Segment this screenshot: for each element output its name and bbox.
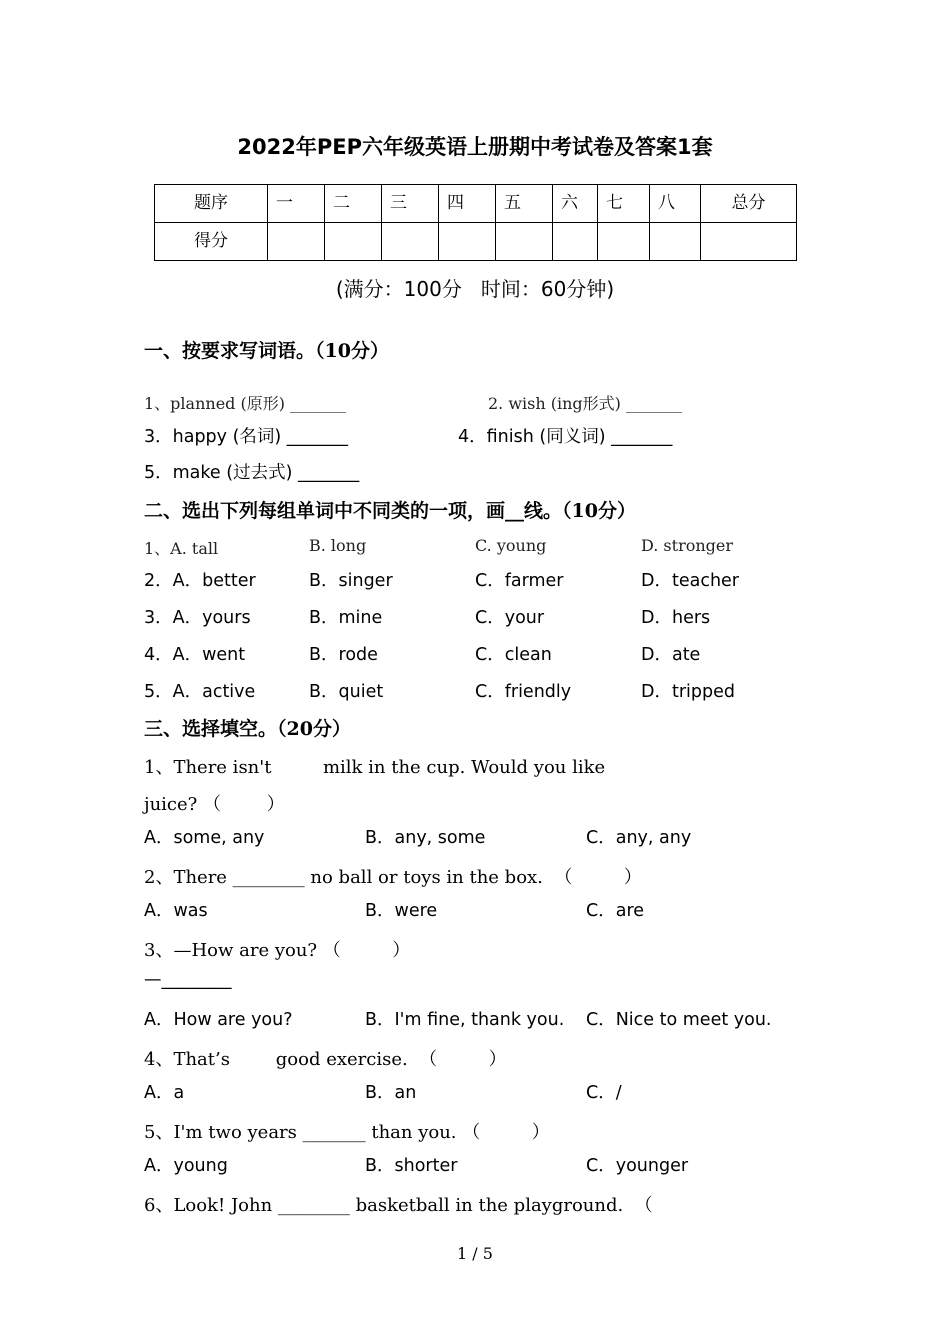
question-2-text: 2、There ________ no ball or toys in the box. （ ）	[144, 867, 642, 888]
section2-option: B．rode	[309, 645, 378, 665]
question-option: B．shorter	[365, 1156, 458, 1176]
score-header-cell: 七	[606, 193, 623, 213]
section2-option: B．mine	[309, 608, 383, 628]
section2-option: B．quiet	[309, 682, 384, 702]
section1-item-5: 5．make (过去式) _______	[144, 463, 360, 483]
question-option: C．are	[586, 901, 645, 921]
section2-option: 5．A．active	[144, 682, 256, 702]
question-option: C．/	[586, 1083, 622, 1103]
question-6-text: 6、Look! John ________ basketball in the playground. （	[144, 1195, 653, 1216]
exam-title: 2022年PEP六年级英语上册期中考试卷及答案1套	[237, 135, 713, 159]
section2-option: B．singer	[309, 571, 393, 591]
question-option: B．an	[365, 1083, 417, 1103]
section2-heading: 二、选出下列每组单词中不同类的一项，画__线。（10分）	[144, 500, 636, 522]
score-header-cell: 四	[447, 193, 464, 213]
question-option: A．young	[144, 1156, 228, 1176]
question-option: B．were	[365, 901, 438, 921]
section2-option: B. long	[309, 536, 367, 555]
section2-option: C．farmer	[475, 571, 564, 591]
score-header-cell: 题序	[194, 193, 228, 213]
question-option: A．a	[144, 1083, 185, 1103]
section1-item-1: 1、planned (原形) _______	[144, 394, 347, 413]
section1-item-2: 2. wish (ing形式) _______	[488, 394, 683, 413]
section2-option: 2．A．better	[144, 571, 256, 591]
section1-heading: 一、按要求写词语。（10分）	[144, 340, 389, 362]
question-option: C．younger	[586, 1156, 689, 1176]
question-option: B．I'm fine, thank you.	[365, 1010, 565, 1030]
section2-option: 3．A．yours	[144, 608, 251, 628]
question-option: A．some, any	[144, 828, 265, 848]
question-3-text: 3、—How are you? （ ）	[144, 940, 411, 961]
section2-option: C. young	[475, 536, 547, 555]
score-table-score-row	[155, 223, 797, 261]
question-4-text: 4、That’s good exercise. （ ）	[144, 1049, 507, 1070]
score-header-cell: 一	[276, 193, 293, 213]
question-3-answer-line: —________	[144, 970, 232, 990]
score-header-cell: 总分	[731, 193, 766, 213]
section2-option: 4．A．went	[144, 645, 246, 665]
score-cell[interactable]	[553, 223, 598, 261]
question-option: A．How are you?	[144, 1010, 293, 1030]
section3-heading: 三、选择填空。（20分）	[144, 718, 351, 740]
score-header-cell: 三	[390, 193, 407, 213]
score-table-header-row	[155, 185, 797, 223]
question-option: C．any, any	[586, 828, 692, 848]
section2-option: C．friendly	[475, 682, 572, 702]
section2-option: D．teacher	[641, 571, 740, 591]
score-header-cell: 六	[561, 193, 578, 213]
score-cell[interactable]	[650, 223, 701, 261]
question-5-text: 5、I'm two years _______ than you. （ ）	[144, 1122, 550, 1143]
score-cell[interactable]	[382, 223, 439, 261]
question-option: A．was	[144, 901, 208, 921]
section2-option: D．tripped	[641, 682, 735, 702]
exam-info: (满分：100分 时间：60分钟)	[335, 277, 615, 301]
score-header-cell: 八	[658, 193, 675, 213]
section2-option: C．your	[475, 608, 545, 628]
score-cell[interactable]	[325, 223, 382, 261]
question-1-text: 1、There isn't milk in the cup. Would you like	[144, 757, 606, 778]
question-option: B．any, some	[365, 828, 486, 848]
score-cell[interactable]	[268, 223, 325, 261]
score-table	[154, 184, 797, 261]
score-cell[interactable]	[439, 223, 496, 261]
page-number: 1 / 5	[457, 1244, 493, 1263]
score-cell[interactable]	[598, 223, 650, 261]
question-1-text-cont: juice? （ ）	[144, 794, 285, 815]
score-cell[interactable]	[701, 223, 797, 261]
section2-option: C．clean	[475, 645, 552, 665]
section2-option: 1、A. tall	[144, 539, 219, 558]
section1-item-3: 3．happy (名词) _______	[144, 427, 349, 447]
score-cell[interactable]	[496, 223, 553, 261]
question-option: C．Nice to meet you.	[586, 1010, 772, 1030]
section1-item-4: 4．finish (同义词) _______	[458, 427, 673, 447]
score-header-cell: 二	[333, 193, 350, 213]
section2-option: D．hers	[641, 608, 711, 628]
score-row-label: 得分	[194, 231, 228, 251]
section2-option: D. stronger	[641, 536, 734, 555]
score-header-cell: 五	[504, 193, 521, 213]
section2-option: D．ate	[641, 645, 701, 665]
